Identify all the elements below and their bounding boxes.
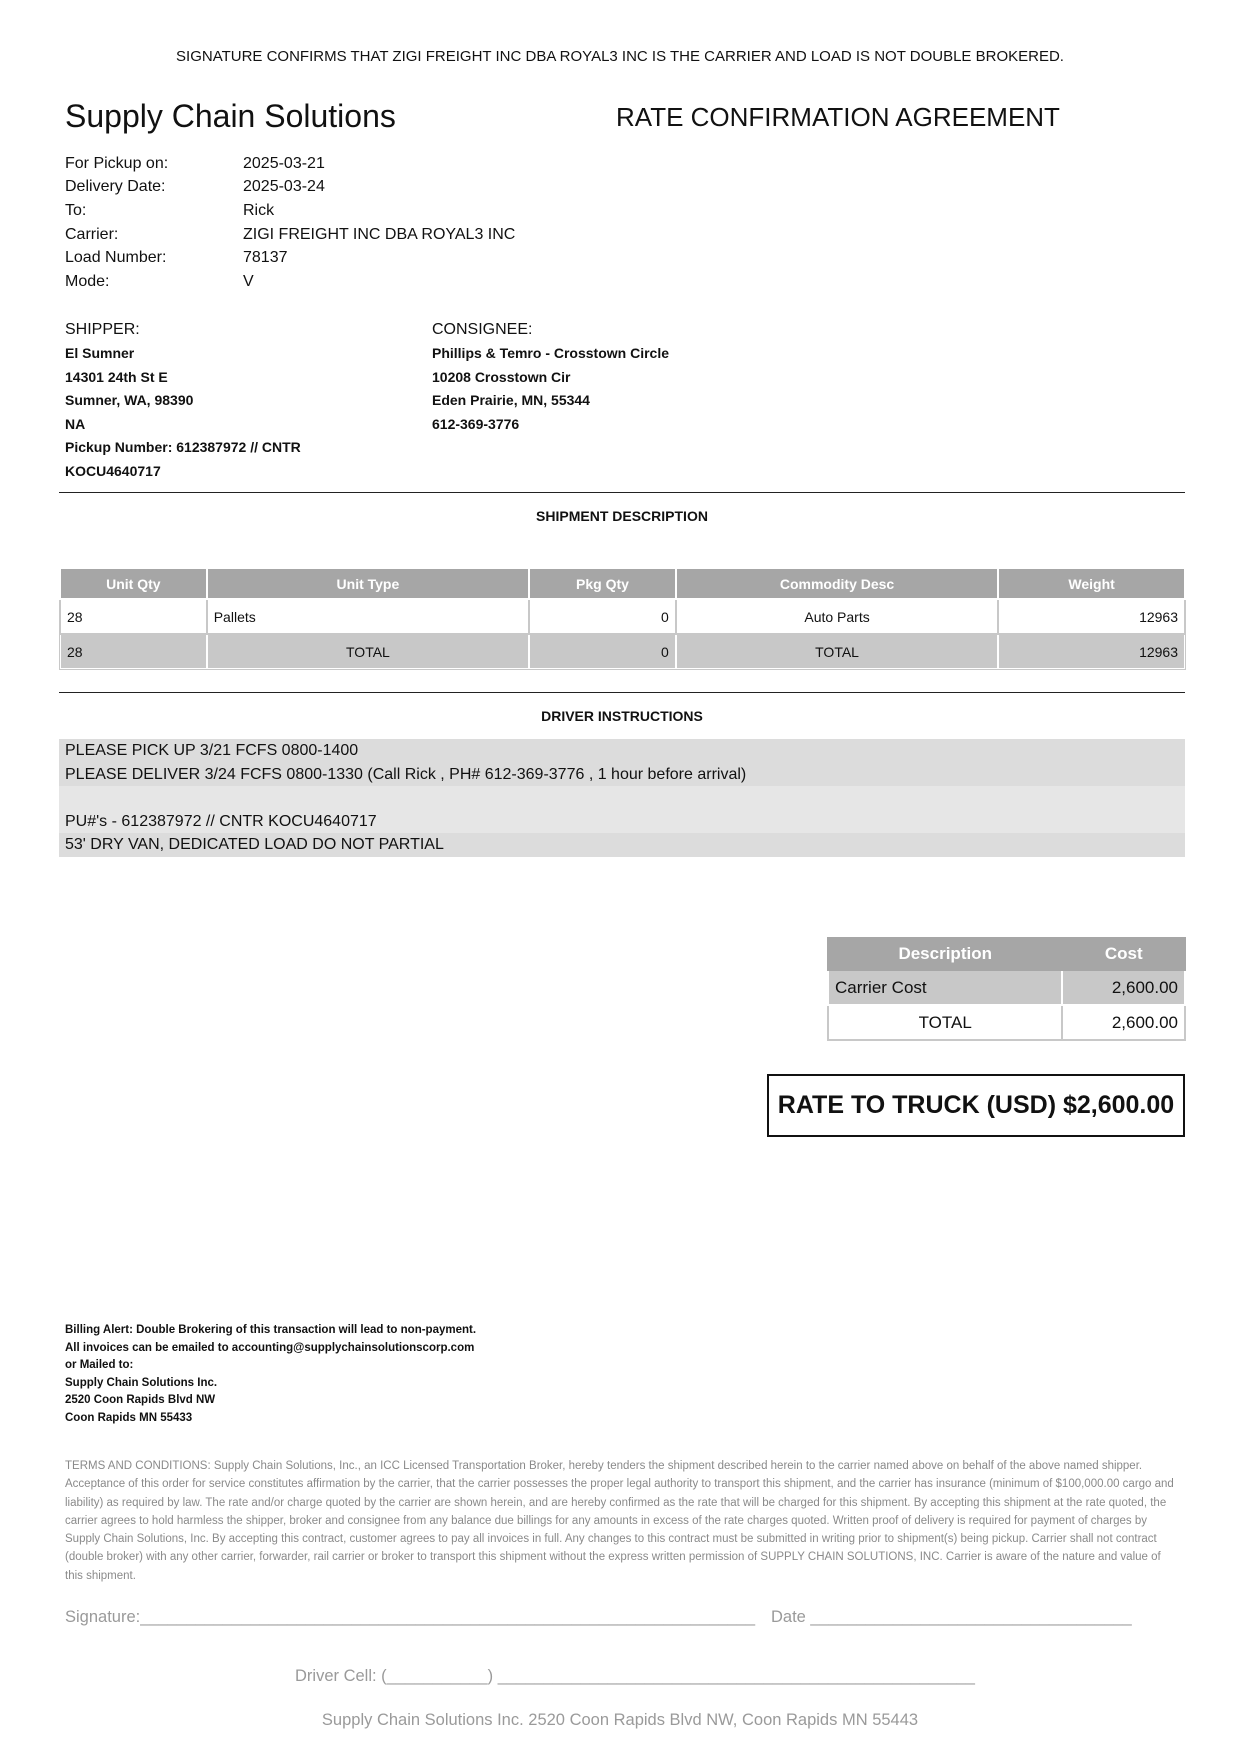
column-header: Weight bbox=[998, 568, 1185, 599]
top-notice: SIGNATURE CONFIRMS THAT ZIGI FREIGHT INC DBA ROYAL3 INC IS THE CARRIER AND LOAD IS NOT DOUBLE BROKERED. bbox=[176, 48, 1064, 65]
weight-cell: 12963 bbox=[998, 599, 1185, 634]
instruction-line: 53' DRY VAN, DEDICATED LOAD DO NOT PARTIAL bbox=[65, 836, 444, 854]
info-row-pickup bbox=[65, 152, 515, 176]
total-row bbox=[60, 634, 1185, 669]
column-header: Pkg Qty bbox=[529, 568, 676, 599]
info-label: For Pickup on: bbox=[65, 154, 169, 172]
billing-line: or Mailed to: bbox=[65, 1359, 134, 1372]
info-value: ZIGI FREIGHT INC DBA ROYAL3 INC bbox=[243, 225, 516, 243]
info-value: V bbox=[243, 272, 254, 290]
billing-line: Billing Alert: Double Brokering of this transaction will lead to non-payment. bbox=[65, 1324, 477, 1336]
shipper-line: NA bbox=[65, 415, 86, 432]
billing-line: 2520 Coon Rapids Blvd NW bbox=[65, 1394, 216, 1407]
shipper-line: El Sumner bbox=[65, 345, 135, 361]
driver-cell-line[interactable]: Driver Cell: (___________) ____________________________________________________ bbox=[295, 1667, 975, 1685]
instruction-line: PLEASE DELIVER 3/24 FCFS 0800-1330 (Call Rick , PH# 612-369-3776 , 1 hour before arrival) bbox=[65, 765, 747, 783]
consignee-line: Phillips & Temro - Crosstown Circle bbox=[432, 345, 670, 361]
consignee-heading: CONSIGNEE: bbox=[432, 321, 533, 338]
info-row-delivery bbox=[65, 176, 515, 200]
load-info bbox=[65, 152, 515, 294]
footer-address: Supply Chain Solutions Inc. 2520 Coon Rapids Blvd NW, Coon Rapids MN 55443 bbox=[321, 1711, 919, 1729]
info-value: 2025-03-21 bbox=[243, 154, 325, 172]
shipper-line: KOCU4640717 bbox=[65, 462, 161, 479]
info-label: Mode: bbox=[65, 272, 110, 290]
driver-instructions-title: DRIVER INSTRUCTIONS bbox=[541, 708, 703, 724]
billing-line: Supply Chain Solutions Inc. bbox=[65, 1376, 218, 1389]
total-unit-qty: 28 bbox=[60, 634, 207, 669]
date-line[interactable]: Date ___________________________________ bbox=[771, 1608, 1132, 1626]
cost-total-amount: 2,600.00 bbox=[1062, 1005, 1185, 1040]
commodity-cell: Auto Parts bbox=[676, 599, 998, 634]
shipper-line: Pickup Number: 612387972 // CNTR bbox=[65, 439, 301, 456]
info-row-carrier bbox=[65, 223, 515, 247]
table-row bbox=[828, 970, 1185, 1005]
total-row bbox=[828, 1005, 1185, 1040]
info-label: Load Number: bbox=[65, 249, 167, 267]
shipment-header-row bbox=[60, 568, 1185, 599]
billing-line: All invoices can be emailed to accounting@supplychainsolutionscorp.com bbox=[65, 1341, 475, 1354]
column-header: Unit Qty bbox=[60, 568, 207, 599]
cost-description: Carrier Cost bbox=[828, 970, 1062, 1005]
shipper-line: 14301 24th St E bbox=[65, 368, 168, 385]
cost-amount: 2,600.00 bbox=[1062, 970, 1185, 1005]
shipper-block bbox=[65, 318, 425, 484]
instructions-block bbox=[59, 739, 1185, 786]
signature-line[interactable]: Signature:___________________________________________________________________ bbox=[65, 1608, 756, 1626]
shipment-description-title: SHIPMENT DESCRIPTION bbox=[536, 508, 708, 524]
divider bbox=[59, 692, 1185, 693]
shipment-table bbox=[59, 567, 1186, 670]
total-weight: 12963 bbox=[998, 634, 1185, 669]
instruction-blank-line bbox=[65, 786, 1179, 810]
instructions-block bbox=[59, 786, 1185, 833]
info-row-load-number bbox=[65, 246, 515, 270]
billing-alert bbox=[65, 1322, 476, 1428]
driver-instructions bbox=[59, 739, 1185, 857]
info-label: Delivery Date: bbox=[65, 178, 166, 196]
cost-table bbox=[827, 937, 1186, 1041]
info-value: 78137 bbox=[243, 249, 288, 267]
info-label: Carrier: bbox=[65, 225, 119, 243]
column-header: Description bbox=[828, 938, 1062, 970]
shipper-heading: SHIPPER: bbox=[65, 321, 140, 338]
info-value: 2025-03-24 bbox=[243, 178, 325, 196]
instructions-block bbox=[59, 833, 1185, 857]
cost-total-label: TOTAL bbox=[828, 1005, 1062, 1040]
consignee-line: 10208 Crosstown Cir bbox=[432, 368, 571, 385]
divider bbox=[59, 492, 1185, 493]
info-row-to bbox=[65, 199, 515, 223]
column-header: Commodity Desc bbox=[676, 568, 998, 599]
consignee-line: Eden Prairie, MN, 55344 bbox=[432, 392, 590, 409]
billing-line: Coon Rapids MN 55433 bbox=[65, 1411, 193, 1424]
info-value: Rick bbox=[243, 201, 275, 219]
table-row bbox=[60, 599, 1185, 634]
unit-type-cell: Pallets bbox=[207, 599, 529, 634]
consignee-block bbox=[432, 318, 852, 436]
info-row-mode bbox=[65, 270, 515, 294]
total-pkg-qty: 0 bbox=[529, 634, 676, 669]
total-label: TOTAL bbox=[676, 634, 998, 669]
instruction-line: PLEASE PICK UP 3/21 FCFS 0800-1400 bbox=[65, 742, 359, 759]
company-name: Supply Chain Solutions bbox=[65, 98, 396, 134]
terms-and-conditions: TERMS AND CONDITIONS: Supply Chain Solutions, Inc., an ICC Licensed Transportation Broker, hereby tenders the shipment described herein to the carrier named above on behalf of the above named shipper. Acceptance of this order for service constitutes affirmation by the carrier, that the carrier possesses the proper legal authority to transport this shipment, and the carrier has insurance (minimum of $100,000.00 cargo and liability) as required by law. The rate and/or charge quoted by the carrier are shown herein, and are hereby confirmed as the rate that will be charged for this shipment. By accepting this shipment at the rate quoted, the carrier agrees to hold harmless the shipper, broker and consignee from any balance due billings for any amounts in excess of the rate charges quoted. Written proof of delivery is required for payment of charges by Supply Chain Solutions, Inc. By accepting this contract, customer agrees to pay all invoices in full. Any changes to this contract must be submitted in writing prior to shipment(s) being pickup. Carrier shall not contract (double broker) with any other carrier, forwarder, rail carrier or broker to transport this shipment without the express written permission of SUPPLY CHAIN SOLUTIONS, INC. Carrier is aware of the nature and value of this shipment. bbox=[65, 1460, 1174, 1582]
consignee-line: 612-369-3776 bbox=[432, 415, 520, 432]
total-label: TOTAL bbox=[207, 634, 529, 669]
column-header: Unit Type bbox=[207, 568, 529, 599]
cost-header-row bbox=[828, 938, 1185, 970]
unit-qty-cell: 28 bbox=[60, 599, 207, 634]
instruction-line: PU#'s - 612387972 // CNTR KOCU4640717 bbox=[65, 812, 377, 830]
info-label: To: bbox=[65, 201, 87, 219]
rate-to-truck: RATE TO TRUCK (USD) $2,600.00 bbox=[767, 1074, 1185, 1137]
document-title: RATE CONFIRMATION AGREEMENT bbox=[616, 102, 1060, 132]
pkg-qty-cell: 0 bbox=[529, 599, 676, 634]
shipper-line: Sumner, WA, 98390 bbox=[65, 392, 194, 409]
column-header: Cost bbox=[1062, 938, 1185, 970]
